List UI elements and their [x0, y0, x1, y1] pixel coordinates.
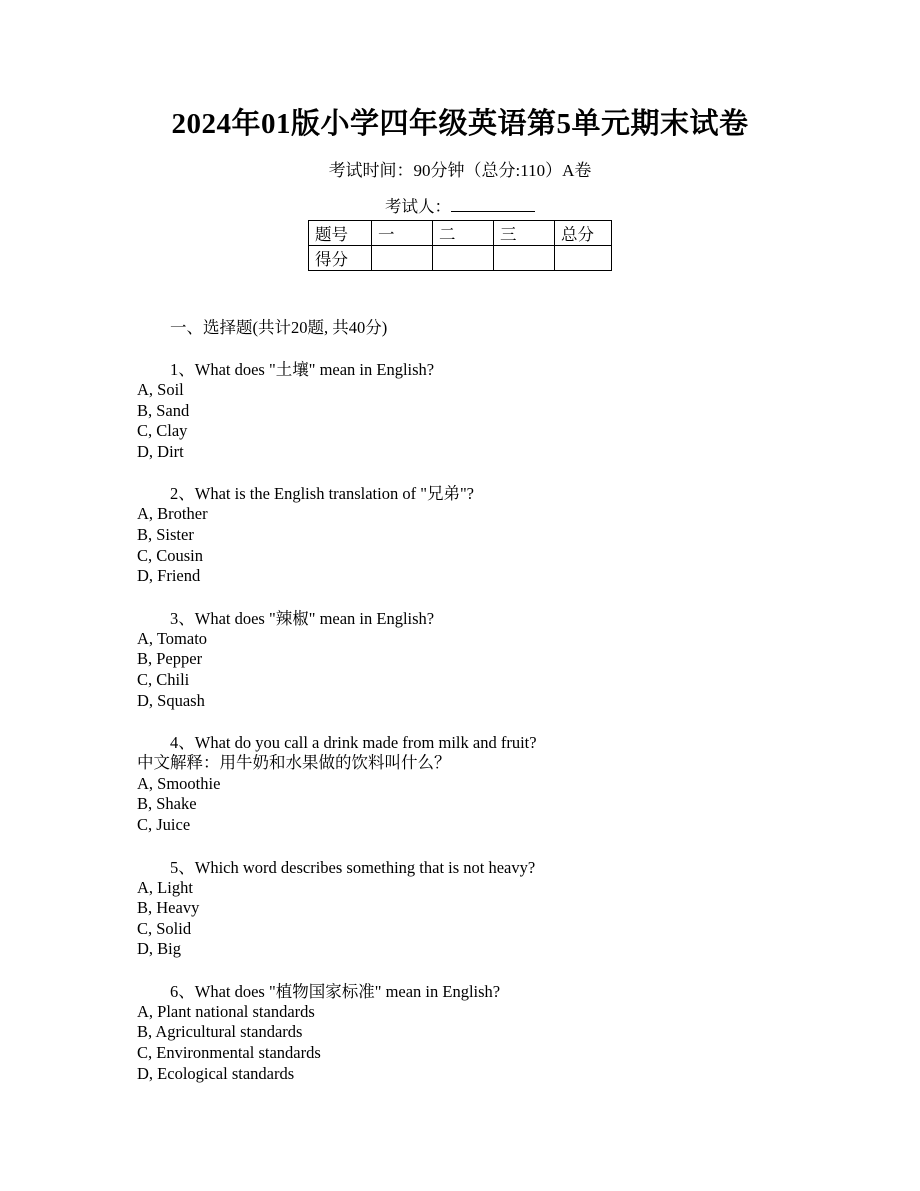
question-block [0, 732, 920, 835]
score-cell [494, 246, 555, 271]
score-cell [555, 246, 612, 271]
question-text: 4、What do you call a drink made from milk and fruit? [170, 733, 537, 753]
exam-meta-line: 考试时间：90分钟（总分:110）A卷 [328, 161, 592, 180]
question-option: D, Ecological standards [137, 1063, 295, 1083]
question-note: 中文解释：用牛奶和水果做的饮料叫什么？ [137, 753, 451, 773]
examinee-blank-line [451, 196, 535, 212]
examinee-label: 考试人： [385, 197, 451, 216]
score-table [308, 220, 612, 271]
question-option: B, Agricultural standards [137, 1022, 303, 1042]
question-option: D, Dirt [137, 441, 184, 461]
question-option: A, Brother [137, 504, 208, 524]
section-heading: 一、选择题(共计20题, 共40分) [170, 318, 388, 337]
question-option: D, Friend [137, 566, 201, 586]
question-text: 6、What does "植物国家标准" mean in English? [170, 981, 501, 1001]
question-option: D, Big [137, 939, 182, 959]
question-block [0, 359, 920, 462]
question-option: B, Sister [137, 524, 194, 544]
question-text: 5、Which word describes something that is not heavy? [170, 857, 536, 877]
question-option: C, Clay [137, 421, 188, 441]
question-option: A, Plant national standards [137, 1001, 315, 1021]
score-cell [433, 246, 494, 271]
question-option: C, Juice [137, 814, 191, 834]
question-block [0, 981, 920, 1084]
score-table-header-row [309, 221, 612, 246]
question-option: A, Soil [137, 380, 184, 399]
question-option: C, Solid [137, 918, 192, 938]
question-option: B, Sand [137, 400, 190, 420]
score-table-header-cell: 总分 [555, 221, 612, 246]
score-table-header-cell: 三 [494, 221, 555, 246]
question-block [0, 483, 920, 586]
score-row-label: 得分 [309, 246, 372, 271]
question-option: C, Environmental standards [137, 1043, 321, 1063]
question-option: B, Shake [137, 794, 197, 814]
question-text: 1、What does "土壤" mean in English? [170, 360, 435, 379]
question-option: B, Heavy [137, 898, 200, 918]
question-list [0, 359, 920, 1084]
score-table-header-cell: 二 [433, 221, 494, 246]
question-option: C, Chili [137, 669, 190, 689]
examinee-row [0, 196, 920, 217]
question-option: A, Light [137, 877, 193, 897]
question-option: B, Pepper [137, 649, 203, 669]
score-table-header-cell: 题号 [309, 221, 372, 246]
question-option: C, Cousin [137, 545, 204, 565]
question-option: A, Smoothie [137, 773, 221, 793]
page-title: 2024年01版小学四年级英语第5单元期末试卷 [171, 108, 749, 140]
score-table-score-row [309, 246, 612, 271]
score-table-header-cell: 一 [372, 221, 433, 246]
question-block [0, 857, 920, 960]
question-block [0, 608, 920, 711]
question-option: D, Squash [137, 690, 205, 710]
question-text: 3、What does "辣椒" mean in English? [170, 608, 435, 628]
question-text: 2、What is the English translation of "兄弟"? [170, 484, 475, 504]
question-option: A, Tomato [137, 628, 208, 648]
score-cell [372, 246, 433, 271]
